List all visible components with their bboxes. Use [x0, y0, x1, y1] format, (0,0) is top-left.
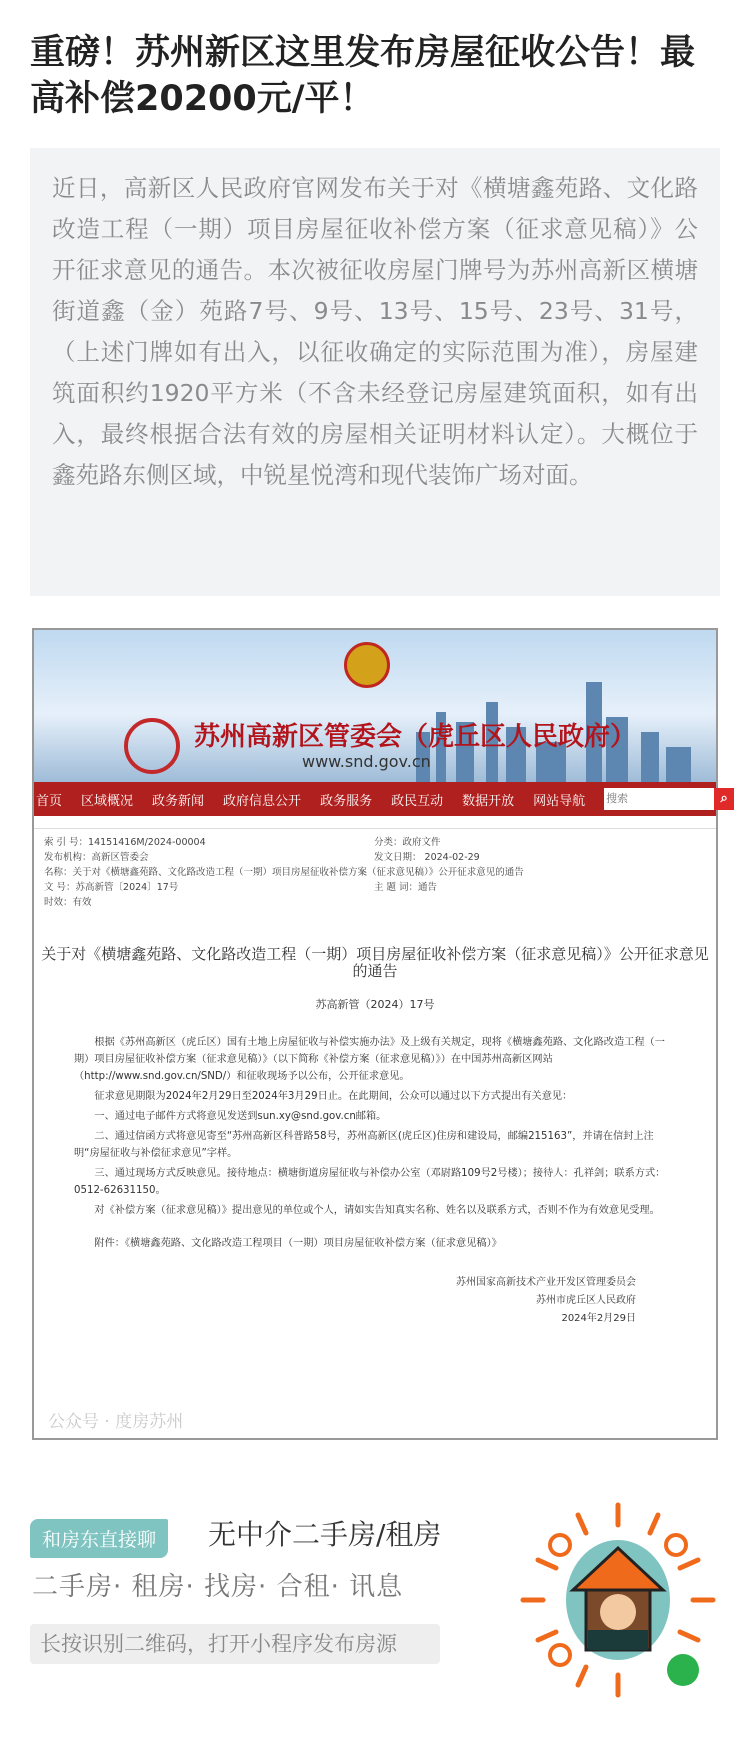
nav-item[interactable]: 首页: [36, 793, 63, 809]
nav-item[interactable]: 政府信息公开: [223, 793, 302, 809]
meta-subject: 主 题 词：通告: [374, 882, 438, 893]
national-emblem-icon: [344, 642, 390, 688]
sign-date: 2024年2月29日: [561, 1313, 636, 1324]
mini-program-qr-code[interactable]: [518, 1500, 718, 1700]
site-logo-icon: [124, 718, 180, 774]
meta-index: 索 引 号：14151416M/2024-00004: [44, 837, 206, 848]
site-url: www.snd.gov.cn: [302, 752, 431, 771]
meta-date: 发文日期： 2024-02-29: [374, 852, 480, 863]
search-icon[interactable]: ⌕: [714, 788, 734, 810]
doc-attachment[interactable]: 附件：《横塘鑫苑路、文化路改造工程项目（一期）项目房屋征收补偿方案（征求意见稿）》: [94, 1238, 502, 1249]
nav-item[interactable]: 政务新闻: [152, 793, 205, 809]
doc-meta: [34, 828, 716, 916]
ad-categories: 二手房· 租房· 找房· 合租· 讯息: [32, 1572, 404, 1602]
embedded-screenshot: [32, 628, 728, 1440]
meta-doc-no: 文 号：苏高新管〔2024〕17号: [44, 882, 179, 893]
ad-headline: 无中介二手房/租房: [208, 1518, 442, 1551]
nav-item[interactable]: 政务服务: [320, 793, 373, 809]
nav-item[interactable]: 区域概况: [81, 793, 134, 809]
site-name: 苏州高新区管委会（虎丘区人民政府）: [194, 722, 637, 752]
article-title: 重磅！苏州新区这里发布房屋征收公告！最高补偿20200元/平！: [30, 33, 696, 119]
nav-item[interactable]: 网站导航: [533, 793, 586, 809]
signer-2: 苏州市虎丘区人民政府: [536, 1295, 636, 1306]
doc-paragraph: 对《补偿方案（征求意见稿）》提出意见的单位或个人，请如实告知真实名称、姓名以及联系方式，否则不作为有效意见受理。: [94, 1205, 660, 1216]
doc-body: [34, 1034, 716, 1252]
doc-paragraph: 征求意见期限为2024年2月29日至2024年3月29日止。在此期间，公众可以通过以下方式提出有关意见：: [94, 1091, 573, 1102]
doc-signatures: [34, 1274, 716, 1328]
nav-item[interactable]: 政民互动: [391, 793, 444, 809]
site-search: [604, 788, 734, 810]
signer-1: 苏州国家高新技术产业开发区管理委员会: [456, 1277, 636, 1288]
doc-title: 关于对《横塘鑫苑路、文化路改造工程（一期）项目房屋征收补偿方案（征求意见稿）》公开征求意见的通告: [41, 945, 709, 980]
site-banner: [34, 630, 716, 782]
ad-hint: 长按识别二维码，打开小程序发布房源: [30, 1624, 440, 1664]
meta-validity: 时效：有效: [44, 897, 92, 908]
site-nav: [34, 782, 728, 816]
meta-category: 分类：政府文件: [374, 837, 441, 848]
search-input[interactable]: [604, 788, 714, 810]
meta-org: 发布机构：高新区管委会: [44, 852, 149, 863]
article-quote: 近日，高新区人民政府官网发布关于对《横塘鑫苑路、文化路改造工程（一期）项目房屋征收补偿方案（征求意见稿）》公开征求意见的通告。本次被征收房屋门牌号为苏州高新区横塘街道鑫（金）苑路7号、9号、13号、15号、23号、31号，（上述门牌如有出入，以征收确定的实际范围为准），房屋建筑面积约1920平方米（不含未经登记房屋建筑面积，如有出入，最终根据合法有效的房屋相关证明材料认定）。大概位于鑫苑路东侧区域，中锐星悦湾和现代装饰广场对面。: [30, 148, 720, 596]
ad-tag: 和房东直接聊: [30, 1519, 168, 1558]
nav-item[interactable]: 数据开放: [462, 793, 515, 809]
doc-paragraph: 根据《苏州高新区（虎丘区）国有土地上房屋征收与补偿实施办法》及上级有关规定，现将《横塘鑫苑路、文化路改造工程（一期）项目房屋征收补偿方案（征求意见稿）》（以下简称《补偿方案（征求意见稿）》）在中国苏州高新区网站（http://www.snd.gov.cn/SND/）和征收现场予以公布，公开征求意见。: [74, 1037, 665, 1082]
meta-name: 名称：关于对《横塘鑫苑路、文化路改造工程（一期）项目房屋征收补偿方案（征求意见稿）》公开征求意见的通告: [44, 867, 524, 878]
doc-paragraph: 一、通过电子邮件方式将意见发送到sun.xy@snd.gov.cn邮箱。: [94, 1111, 387, 1122]
doc-paragraph: 三、通过现场方式反映意见。接待地点：横塘街道房屋征收与补偿办公室（邓尉路109号2号楼）；接待人：孔祥剑；联系方式：0512-62631150。: [74, 1168, 666, 1196]
doc-paragraph: 二、通过信函方式将意见寄至“苏州高新区科普路58号，苏州高新区(虎丘区)住房和建设局，邮编215163”，并请在信封上注明“房屋征收与补偿征求意见”字样。: [74, 1131, 654, 1159]
watermark: 公众号 · 度房苏州: [48, 1412, 184, 1432]
doc-number: 苏高新管（2024）17号: [315, 998, 435, 1011]
